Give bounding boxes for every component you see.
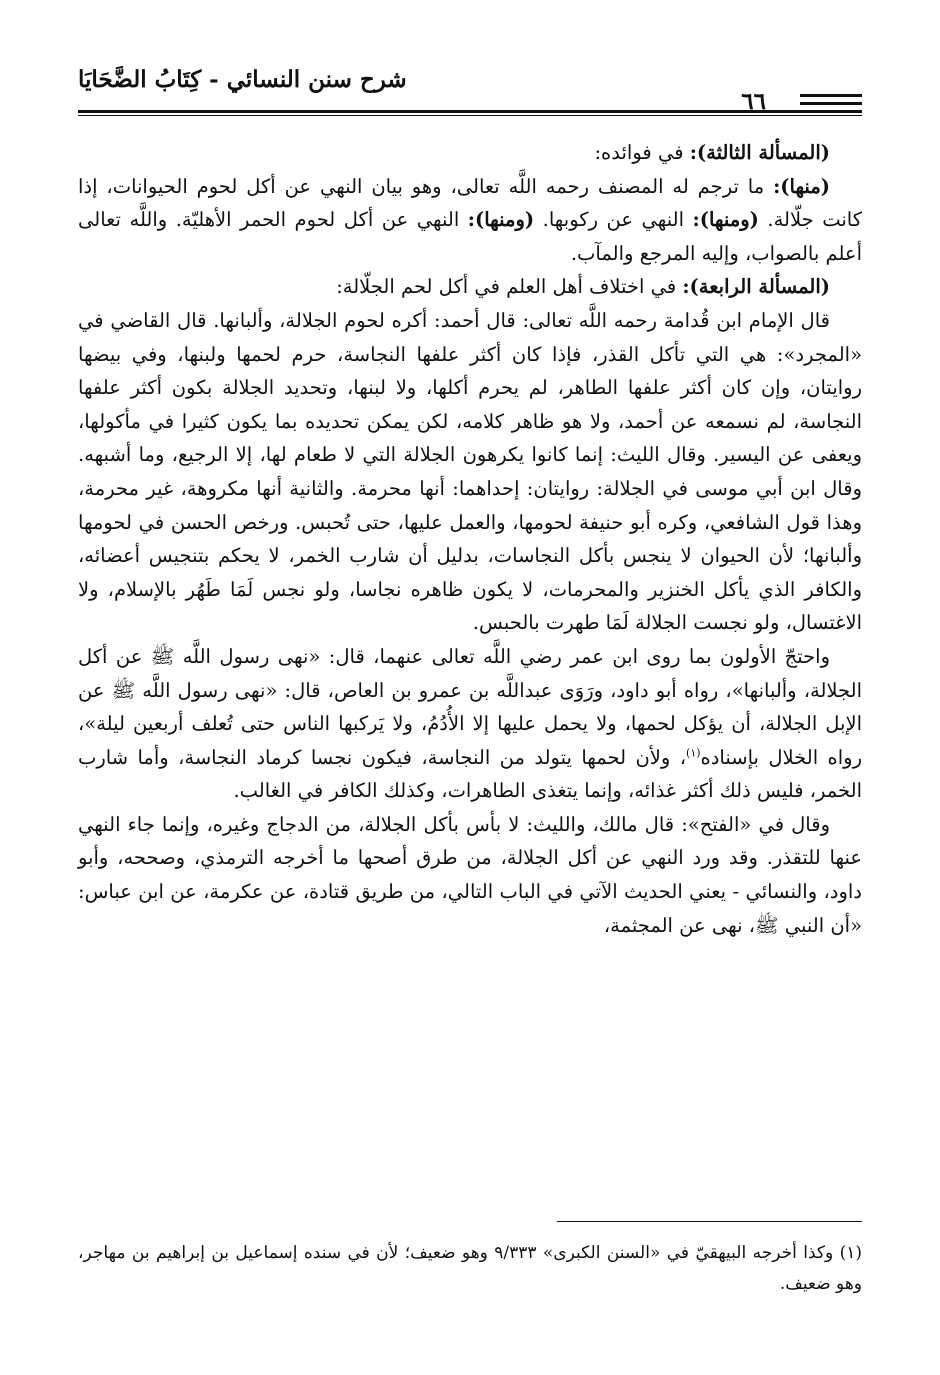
- header-ornament-rule: [800, 94, 862, 97]
- paragraph-text: واحتجّ الأولون بما روى ابن عمر رضي اللَّه تعالى عنهما، قال: «نهى رسول اللَّه ﷺ عن أكل الجلالة، وألبانها»، رواه أبو داود، ورَوَى عبداللَّه بن عمرو بن العاص، قال: «نهى رسول اللَّه ﷺ عن الإبل الجلالة، أن يؤكل لحمها، ولا يحمل عليها إلا الأُدُمُ، ولا يَركبها الناس حتى تُعلف أربعين ليلة»، رواه الخلال بإسناده: [78, 644, 862, 769]
- paragraph-text: ما ترجم له المصنف رحمه اللَّه تعالى، وهو بيان النهي عن أكل لحوم الحيوانات، إذا كانت جلّالة.: [78, 174, 862, 232]
- header-ornament-rule: [800, 102, 862, 105]
- header-rule: [78, 110, 862, 116]
- footnote-separator: [557, 1221, 862, 1222]
- page-number: ٦٦: [741, 88, 766, 115]
- paragraph-ibn-qudama: قال الإمام ابن قُدامة رحمه اللَّه تعالى: قال أحمد: أكره لحوم الجلالة، وألبانها. قال القاضي في «المجرد»: هي التي تأكل القذر، فإذا كان أكثر علفها النجاسة، حرم لحمها ولبنها، وفي بيضها روايتان، وإن كان أكثر علفها الطاهر، لم يحرم أكلها، ولا لبنها، وتحديد الجلالة بكون أكثر علفها النجاسة، لم نسمعه عن أحمد، ولا هو ظاهر كلامه، لكن يمكن تحديده بما يكون كثيرا في مأكولها، ويعفى عن اليسير. وقال الليث: إنما كانوا يكرهون الجلالة التي لا طعام لها، إلا الرجيع، وما أشبهه. وقال ابن أبي موسى في الجلالة: روايتان: إحداهما: أنها محرمة. والثانية أنها مكروهة، غير محرمة، وهذا قول الشافعي، وكره أبو حنيفة لحومها، والعمل عليها، حتى تُحبس. ورخص الحسن في لحومها وألبانها؛ لأن الحيوان لا ينجس بأكل النجاسات، بدليل أن شارب الخمر، لا يحكم بتنجيس أعضائه، والكافر الذي يأكل الخنزير والمحرمات، لا يكون ظاهره نجاسا، ولو نجس لَمَا طَهُر بالإسلام، ولا الاغتسال، ولو نجست الجلالة لَمَا طهرت بالحبس.: [78, 308, 862, 635]
- running-title: شرح سنن النسائي - كِتَابُ الضَّحَايَا: [78, 66, 407, 93]
- main-text: [78, 136, 862, 942]
- paragraph-text: ، ولأن لحمها يتولد من النجاسة، فيكون نجسا كرماد النجاسة، وأما شارب الخمر، فليس ذلك أكثر غذائه، وإنما يتغذى الطاهرات، وكذلك الكافر في الغالب.: [78, 745, 862, 803]
- paragraph-text: النهي عن أكل لحوم الحمر الأهليّة. واللَّه تعالى أعلم بالصواب، وإليه المرجع والمآب.: [78, 208, 862, 265]
- section-heading: (المسألة الرابعة):: [682, 275, 830, 299]
- inline-label: (ومنها):: [467, 208, 535, 232]
- inline-label: (ومنها):: [692, 208, 759, 232]
- paragraph-issue-three: [78, 136, 862, 170]
- section-heading: (المسألة الثالثة):: [689, 141, 830, 164]
- paragraph-issue-four: [78, 270, 862, 304]
- footnote-marker[interactable]: (١): [686, 746, 701, 760]
- footnote-1: (١) وكذا أخرجه البيهقيّ في «السنن الكبرى» ٩/٣٣٣ وهو ضعيف؛ لأن في سنده إسماعيل بن إبراهيم بن مهاجر، وهو ضعيف.: [78, 1243, 862, 1294]
- paragraph-evidence: [78, 640, 862, 808]
- paragraph-benefits: [78, 170, 862, 271]
- paragraph-text: النهي عن ركوبها.: [534, 208, 693, 232]
- paragraph-text: في اختلاف أهل العلم في أكل لحم الجلّالة:: [336, 275, 683, 299]
- paragraph-text: في فوائده:: [594, 141, 690, 164]
- paragraph-fath: وقال في «الفتح»: قال مالك، والليث: لا بأس بأكل الجلالة، من الدجاج وغيره، وإنما جاء النهي عنها للتقذر. وقد ورد النهي عن أكل الجلالة، من طرق أصحها ما أخرجه الترمذي، وصححه، وأبو داود، والنسائي - يعني الحديث الآتي في الباب التالي، من طريق قتادة، عن عكرمة، عن ابن عباس: «أن النبي ﷺ، نهى عن المجثمة،: [78, 812, 862, 937]
- inline-label: (منها):: [773, 174, 830, 198]
- footnotes: [78, 1238, 862, 1300]
- page-header: [78, 58, 862, 118]
